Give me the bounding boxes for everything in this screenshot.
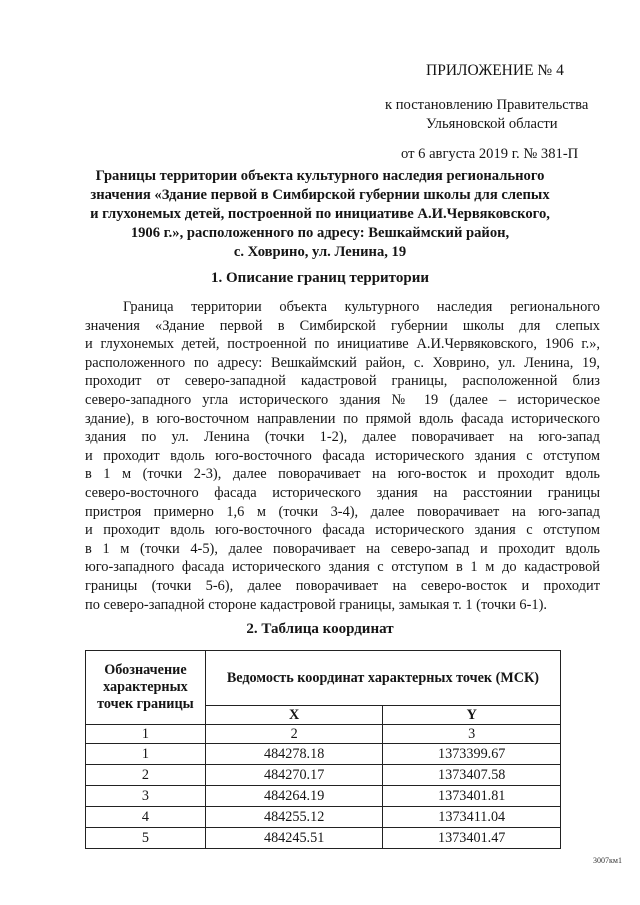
table-row <box>86 744 561 765</box>
paragraph-line: и проходит вдоль юго-восточного фасада исторического здания с отступом <box>85 447 600 464</box>
coordinates-group-header: Ведомость координат характерных точек (МСК) <box>205 651 560 706</box>
paragraph-line: Граница территории объекта культурного наследия регионального <box>123 299 600 315</box>
paragraph-line: и проходит вдоль юго-восточного фасада исторического здания с отступом <box>85 522 600 539</box>
point-designation-header <box>86 651 206 725</box>
header-line: Обозначение <box>104 662 187 678</box>
paragraph-line: проходит от северо-западной кадастровой границы, расположенной близ <box>85 373 600 390</box>
point-id: 4 <box>86 807 206 828</box>
x-coordinate: 484264.19 <box>205 786 383 807</box>
column-number: 3 <box>383 725 561 744</box>
paragraph-line: северо-западного угла исторического здания № 19 (далее – историческое <box>85 391 600 408</box>
column-number: 1 <box>86 725 206 744</box>
document-title <box>70 167 570 262</box>
table-row <box>86 786 561 807</box>
boundary-description <box>85 298 600 614</box>
resolution-reference: к постановлению Правительства <box>385 97 589 113</box>
point-id: 3 <box>86 786 206 807</box>
title-line: с. Ховрино, ул. Ленина, 19 <box>233 244 407 260</box>
paragraph-line: пристроя примерно 1,6 м (точки 3-4), далее поворачивает на юго-запад <box>85 503 600 520</box>
paragraph-line: по северо-западной стороне кадастровой границы, замыкая т. 1 (точки 6-1). <box>85 596 547 613</box>
paragraph-line: в 1 м (точки 2-3), далее поворачивает на юго-восток и проходит вдоль <box>85 466 600 483</box>
paragraph-line: расположенного по адресу: Вешкаймский район, с. Ховрино, ул. Ленина, 19, <box>85 354 600 371</box>
y-coordinate: 1373401.81 <box>383 786 561 807</box>
point-id: 2 <box>86 765 206 786</box>
table-row <box>86 807 561 828</box>
title-line: 1906 г.», расположенного по адресу: Вешкаймский район, <box>130 225 510 241</box>
document-stamp: 3007км1 <box>593 856 622 865</box>
region-name: Ульяновской области <box>426 116 558 132</box>
table-row <box>86 828 561 849</box>
y-coordinate: 1373407.58 <box>383 765 561 786</box>
y-coordinate: 1373401.47 <box>383 828 561 849</box>
title-line: значения «Здание первой в Симбирской губернии школы для слепых <box>90 187 550 203</box>
header-line: точек границы <box>97 696 194 712</box>
column-number: 2 <box>205 725 383 744</box>
paragraph-line: значения «Здание первой в Симбирской губернии школы для слепых <box>85 317 600 334</box>
resolution-date-number: от 6 августа 2019 г. № 381-П <box>401 146 579 162</box>
x-coordinate: 484278.18 <box>205 744 383 765</box>
x-coordinate: 484255.12 <box>205 807 383 828</box>
coordinates-table <box>85 650 561 849</box>
paragraph-line: юго-западного фасада исторического здания с отступом в 1 м до кадастровой <box>85 559 600 576</box>
paragraph-line: и глухонемых детей, построенной по инициативе А.И.Червяковского, 1906 г.», <box>85 336 600 353</box>
table-row <box>86 765 561 786</box>
paragraph-line: здания по ул. Ленина (точки 1-2), далее поворачивает на юго-запад <box>85 429 600 446</box>
y-column-header: Y <box>383 706 561 725</box>
x-coordinate: 484270.17 <box>205 765 383 786</box>
y-coordinate: 1373411.04 <box>383 807 561 828</box>
paragraph-line: северо-восточного фасада исторического здания на расстоянии границы <box>85 484 600 501</box>
point-id: 5 <box>86 828 206 849</box>
x-coordinate: 484245.51 <box>205 828 383 849</box>
point-id: 1 <box>86 744 206 765</box>
title-line: Границы территории объекта культурного наследия регионального <box>95 168 545 184</box>
section-2-heading: 2. Таблица координат <box>246 621 394 637</box>
y-coordinate: 1373399.67 <box>383 744 561 765</box>
paragraph-line: границы (точки 5-6), далее поворачивает на северо-восток и проходит <box>85 577 600 594</box>
title-line: и глухонемых детей, построенной по инициативе А.И.Червяковского, <box>90 206 550 222</box>
x-column-header: X <box>205 706 383 725</box>
section-1-heading: 1. Описание границ территории <box>211 270 429 286</box>
header-line: характерных <box>103 679 188 695</box>
paragraph-line: здание), в юго-восточном направлении по прямой вдоль фасада исторического <box>85 410 600 427</box>
paragraph-line: в 1 м (точки 4-5), далее поворачивает на северо-запад и проходит вдоль <box>85 540 600 557</box>
annex-title: ПРИЛОЖЕНИЕ № 4 <box>426 62 564 79</box>
